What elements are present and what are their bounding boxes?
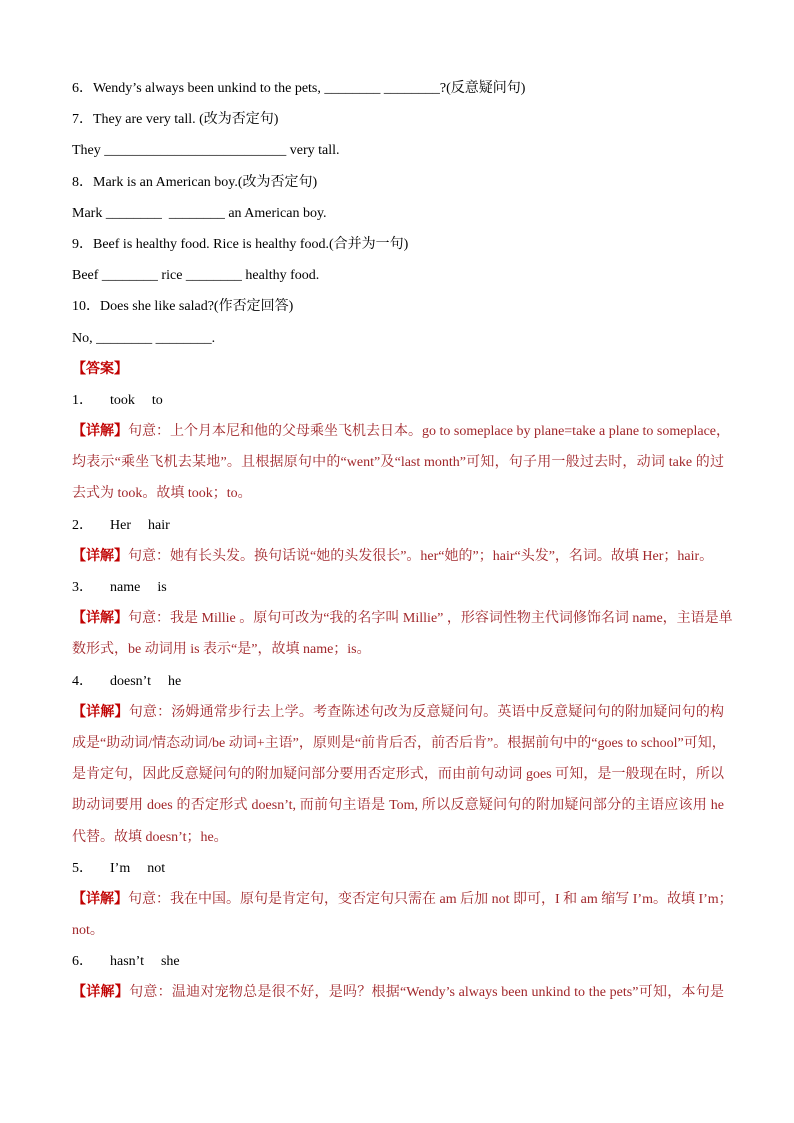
detail-6-line-1 bbox=[72, 977, 724, 1008]
answer-2-number: 2． bbox=[72, 517, 93, 533]
detail-1-line-3: 去式为 took。故填 took；to。 bbox=[72, 486, 252, 502]
detail-4-label: 【详解】 bbox=[72, 704, 129, 720]
detail-1-text-1: 句意：上个月本尼和他的父母乘坐飞机去日本。go to someplace by plane=take a plane to someplace， bbox=[128, 424, 731, 440]
detail-6-label: 【详解】 bbox=[72, 985, 130, 1001]
detail-3-label: 【详解】 bbox=[72, 611, 128, 627]
detail-4-line-1 bbox=[72, 697, 724, 728]
detail-1-line-1 bbox=[72, 416, 731, 447]
answer-1-number: 1． bbox=[72, 392, 93, 408]
question-9-prompt: 9．Beef is healthy food. Rice is healthy food.(合并为一句) bbox=[72, 236, 409, 252]
detail-5-line-1 bbox=[72, 884, 733, 915]
detail-1-label: 【详解】 bbox=[72, 424, 128, 440]
question-7-prompt: 7．They are very tall. (改为否定句) bbox=[72, 112, 279, 128]
question-7-answer-line: They __________________________ very tall. bbox=[72, 143, 340, 159]
answer-4-word-1: doesn’t bbox=[110, 673, 151, 689]
detail-4-line-5: 代替。故填 doesn’t；he。 bbox=[72, 829, 228, 845]
answer-1-word-1: took bbox=[110, 392, 135, 408]
answer-5-word-1: I’m bbox=[110, 860, 131, 876]
detail-2-line-1 bbox=[72, 541, 724, 572]
answer-3-number: 3． bbox=[72, 580, 93, 595]
detail-1-line-2: 均表示“乘坐飞机去某地”。且根据原句中的“went”及“last month”可知，句子用一般过去时，动词 take 的过 bbox=[72, 455, 724, 471]
detail-4-line-3: 是肯定句，因此反意疑问句的附加疑问部分要用否定形式，而由前句动词 goes 可知，是一般现在时，所以 bbox=[72, 767, 724, 783]
question-9-answer-line: Beef ________ rice ________ healthy food. bbox=[72, 268, 320, 284]
detail-5-text-1: 句意：我在中国。原句是肯定句，变否定句只需在 am 后加 not 即可，I 和 am 缩写 I’m。故填 I’m； bbox=[128, 891, 733, 907]
answer-5-word-2: not bbox=[147, 860, 166, 876]
question-8-prompt: 8．Mark is an American boy.(改为否定句) bbox=[72, 174, 318, 190]
detail-4-line-2: 成是“助动词/情态动词/be 动词+主语”，原则是“前肯后否，前否后肯”。根据前句中的“goes to school”可知， bbox=[72, 735, 726, 751]
answer-3-word-2: is bbox=[157, 580, 167, 595]
answer-4-word-2: he bbox=[167, 673, 182, 689]
detail-4-text-1: 句意：汤姆通常步行去上学。考查陈述句改为反意疑问句。英语中反意疑问句的附加疑问句的构 bbox=[128, 704, 725, 720]
question-8-answer-line: Mark ________ ________ an American boy. bbox=[72, 205, 327, 221]
detail-3-text-1: 句意：我是 Millie 。原句可改为“我的名字叫 Millie” ，形容词性物主代词修饰名词 name，主语是单 bbox=[128, 611, 733, 627]
answer-6-number: 6． bbox=[72, 954, 93, 970]
answer-2-word-1: Her bbox=[110, 517, 131, 533]
detail-5-label: 【详解】 bbox=[72, 891, 128, 907]
detail-3-line-1 bbox=[72, 603, 733, 634]
answer-6-line bbox=[72, 946, 724, 977]
detail-5-line-2: not。 bbox=[72, 923, 104, 939]
detail-2-label: 【详解】 bbox=[72, 548, 128, 564]
detail-6-text-1: 句意：温迪对宠物总是很不好，是吗？根据“Wendy’s always been unkind to the pets”可知，本句是 bbox=[129, 985, 725, 1001]
answer-5-number: 5． bbox=[72, 860, 93, 876]
answer-5-line bbox=[72, 853, 724, 884]
question-10-prompt: 10．Does she like salad?(作否定回答) bbox=[72, 299, 294, 315]
detail-3-line-2: 数形式，be 动词用 is 表示“是”，故填 name；is。 bbox=[72, 642, 371, 658]
answer-2-word-2: hair bbox=[148, 517, 170, 533]
detail-4-line-4: 助动词要用 does 的否定形式 doesn’t, 而前句主语是 Tom, 所以反意疑问句的附加疑问部分的主语应该用 he bbox=[72, 798, 724, 814]
answer-section-label: 【答案】 bbox=[72, 361, 128, 377]
answer-4-number: 4． bbox=[72, 673, 93, 689]
answer-1-word-2: to bbox=[151, 392, 163, 408]
detail-2-text-1: 句意：她有长头发。换句话说“她的头发很长”。her“她的”；hair“头发”，名词。故填 Her；hair。 bbox=[128, 548, 714, 564]
answer-2-line bbox=[72, 510, 724, 541]
answer-3-word-1: name bbox=[110, 580, 141, 595]
answer-4-line bbox=[72, 666, 724, 697]
question-6-prompt: 6．Wendy’s always been unkind to the pets, ________ ________?(反意疑问句) bbox=[72, 81, 526, 96]
answer-6-word-2: she bbox=[160, 954, 180, 970]
answer-6-word-1: hasn’t bbox=[110, 954, 144, 970]
document-content bbox=[72, 73, 733, 1009]
answer-1-line bbox=[72, 385, 724, 416]
question-10-answer-line: No, ________ ________. bbox=[72, 330, 216, 346]
answer-3-line bbox=[72, 572, 724, 603]
